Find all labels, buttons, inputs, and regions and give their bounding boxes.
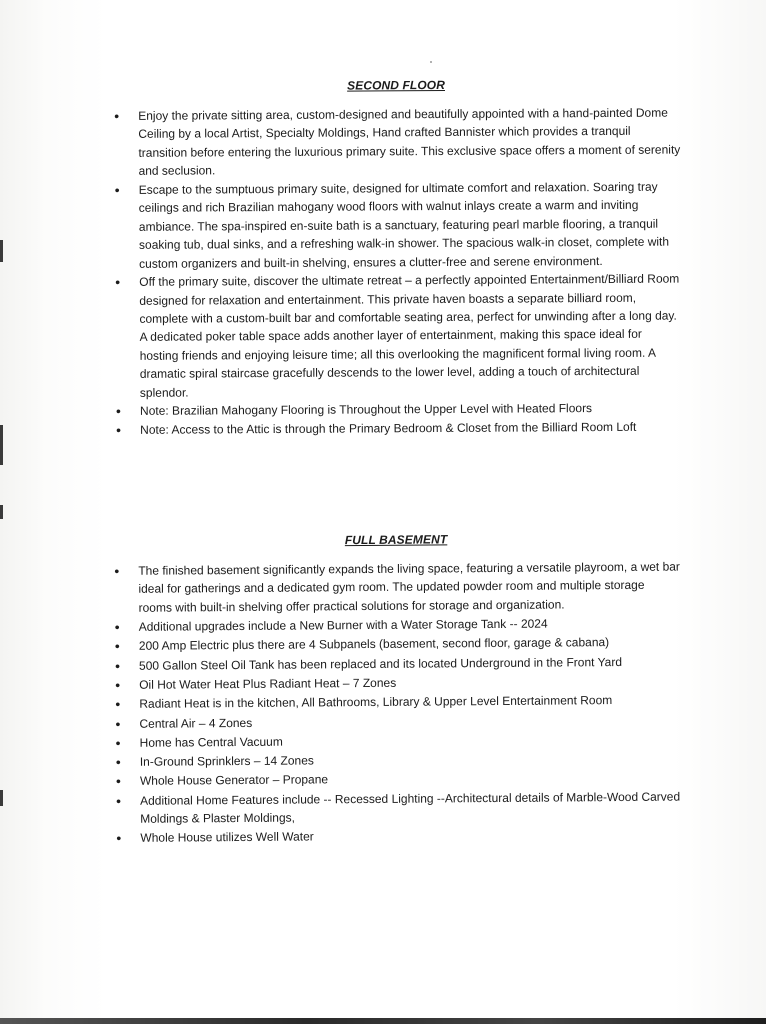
full-basement-section — [112, 531, 682, 849]
section-heading: FULL BASEMENT — [344, 532, 448, 548]
scan-bottom-edge — [0, 1018, 766, 1024]
list-item: • 200 Amp Electric plus there are 4 Subpanels (basement, second floor, garage & cabana) — [113, 633, 681, 656]
list-item: • The finished basement significantly expands the living space, featuring a versatile playroom, a wet bar ideal for gatherings and a dedicated gym room. The updated powder room and multiple storage rooms with built-in shelving offer practical solutions for storage and organization. — [112, 558, 680, 618]
list-item: • 500 Gallon Steel Oil Tank has been replaced and its located Underground in the Front Yard — [113, 652, 681, 675]
list-item: • Note: Access to the Attic is through the Primary Bedroom & Closet from the Billiard Room Loft — [114, 418, 682, 440]
scan-edge-mark — [0, 505, 3, 519]
list-item: • Home has Central Vacuum — [114, 729, 682, 752]
scan-edge-mark — [0, 425, 3, 465]
list-item: • Whole House utilizes Well Water — [114, 825, 682, 848]
list-item: • Additional Home Features include -- Recessed Lighting --Architectural details of Marble-Wood Carved Moldings & Plaster Moldings, — [114, 787, 682, 828]
list-item: • In-Ground Sprinklers – 14 Zones — [114, 749, 682, 772]
section-heading: SECOND FLOOR — [347, 77, 446, 93]
list-item: • Oil Hot Water Heat Plus Radiant Heat – 7 Zones — [113, 672, 681, 695]
list-item: • Whole House Generator – Propane — [114, 768, 682, 791]
list-item: • Radiant Heat is in the kitchen, All Bathrooms, Library & Upper Level Entertainment Room — [113, 691, 681, 714]
list-item: • Off the primary suite, discover the ultimate retreat – a perfectly appointed Entertainment/Billiard Room designed for relaxation and entertainment. This private haven boasts a separate billiard room, complete with a custom-built bar and comfortable seating area, perfect for unwinding after a long day. A dedicated poker table space adds another layer of entertainment, making this space ideal for hosting friends and enjoying leisure time; all this overlooking the magnificent formal living room. A dramatic spiral staircase gracefully descends to the lower level, adding a touch of architectural splendor. — [113, 270, 682, 402]
list-item: • Enjoy the private sitting area, custom-designed and beautifully appointed with a hand-painted Dome Ceiling by a local Artist, Specialty Moldings, Hand crafted Bannister which provides a tranquil transition before entering the luxurious primary suite. This exclusive space offers a moment of serenity and seclusion. — [112, 104, 680, 181]
list-item: • Note: Brazilian Mahogany Flooring is Throughout the Upper Level with Heated Floors — [114, 399, 682, 421]
bullet-list — [112, 104, 682, 440]
scan-edge-mark — [0, 790, 3, 806]
scan-edge-mark — [0, 240, 3, 262]
scan-speck — [430, 61, 432, 63]
bullet-list — [112, 558, 682, 848]
list-item: • Escape to the sumptuous primary suite, designed for ultimate comfort and relaxation. Soaring tray ceilings and rich Brazilian mahogany wood floors with walnut inlays create a warm and inviting ambiance. The spa-inspired en-suite bath is a sanctuary, featuring pearl marble flooring, a tranquil soaking tub, dual sinks, and a refreshing walk-in shower. The spacious walk-in closet, complete with custom organizers and built-in shelving, ensures a clutter-free and serene environment. — [113, 177, 682, 272]
second-floor-section — [112, 77, 682, 440]
list-item: • Additional upgrades include a New Burner with a Water Storage Tank -- 2024 — [113, 614, 681, 637]
list-item: • Central Air – 4 Zones — [113, 710, 681, 733]
